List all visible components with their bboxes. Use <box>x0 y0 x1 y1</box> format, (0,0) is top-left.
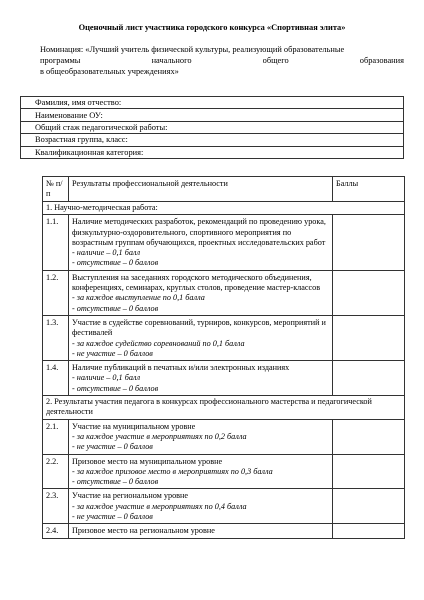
row-criteria <box>69 361 333 396</box>
scoring-note: - отсутствие – 0 баллов <box>72 383 159 393</box>
scoring-note: - за каждое участие в мероприятиях по 0,2 балла <box>72 431 247 441</box>
scoring-note: - отсутствие – 0 баллов <box>72 258 159 268</box>
header-score: Баллы <box>333 177 405 202</box>
row-number: 2.4. <box>43 524 69 538</box>
score-cell[interactable] <box>333 419 405 454</box>
section-row <box>43 202 405 215</box>
row-number: 1.2. <box>43 270 69 315</box>
table-row <box>43 489 405 524</box>
nomination-word: общего <box>262 56 289 65</box>
table-row <box>43 454 405 489</box>
table-row <box>43 361 405 396</box>
info-field-experience[interactable]: Общий стаж педагогической работы: <box>21 121 404 133</box>
nomination-line <box>40 66 404 77</box>
score-cell[interactable] <box>333 315 405 360</box>
table-row <box>43 315 405 360</box>
participant-info-table <box>20 96 404 159</box>
criteria-text: Призовое место на муниципальном уровне <box>72 456 223 466</box>
row-criteria <box>69 524 333 538</box>
scoring-note: - не участие – 0 баллов <box>72 512 153 522</box>
table-row <box>43 270 405 315</box>
evaluation-table <box>42 176 405 539</box>
nomination-block <box>40 44 404 77</box>
section-row <box>43 396 405 420</box>
nomination-word: начального <box>151 56 192 65</box>
table-row <box>43 419 405 454</box>
header-results: Результаты профессиональной деятельности <box>69 177 333 202</box>
row-criteria <box>69 419 333 454</box>
row-number: 2.2. <box>43 454 69 489</box>
info-field-category[interactable]: Квалификационная категория: <box>21 146 404 158</box>
score-cell[interactable] <box>333 270 405 315</box>
scoring-note: - не участие – 0 баллов <box>72 348 153 358</box>
section-title: 1. Научно-методическая работа: <box>43 202 405 215</box>
info-field-fio[interactable]: Фамилия, имя отчество: <box>21 97 404 109</box>
row-criteria <box>69 489 333 524</box>
criteria-text: Наличие публикаций в печатных и/или электронных изданиях <box>72 363 290 373</box>
row-number: 1.1. <box>43 215 69 270</box>
row-number: 2.1. <box>43 419 69 454</box>
criteria-text: Участие на муниципальном уровне <box>72 421 196 431</box>
criteria-text: Наличие методических разработок, рекомендаций по проведению урока, физкультурно-оздоровительного, спортивного мероприятия по возрастным группам обучающихся, проектных исследовательских работ <box>72 217 326 247</box>
document-title: Оценочный лист участника городского конкурса «Спортивная элита» <box>78 23 346 32</box>
scoring-note: - за каждое выступление по 0,1 балла <box>72 293 205 303</box>
row-criteria <box>69 315 333 360</box>
row-number: 1.3. <box>43 315 69 360</box>
row-criteria <box>69 215 333 270</box>
score-cell[interactable] <box>333 454 405 489</box>
criteria-text: Участие на региональном уровне <box>72 491 189 501</box>
nomination-word: образования <box>359 56 404 65</box>
criteria-text: Участие в судействе соревнований, турниров, конкурсов, мероприятий и фестивалей <box>72 317 326 338</box>
scoring-note: - наличие – 0,1 балл <box>72 248 141 258</box>
scoring-note: - за каждое участие в мероприятиях по 0,4 балла <box>72 501 247 511</box>
row-number: 2.3. <box>43 489 69 524</box>
score-cell[interactable] <box>333 215 405 270</box>
scoring-note: - не участие – 0 баллов <box>72 442 153 452</box>
row-criteria <box>69 270 333 315</box>
table-header-row <box>43 177 405 202</box>
score-cell[interactable] <box>333 489 405 524</box>
scoring-note: - отсутствие – 0 баллов <box>72 303 159 313</box>
nomination-word: программы <box>40 56 81 65</box>
row-criteria <box>69 454 333 489</box>
scoring-note: - за каждое призовое место в мероприятиях по 0,3 балла <box>72 466 273 476</box>
info-field-school[interactable]: Наименование ОУ: <box>21 109 404 121</box>
nomination-line <box>40 55 404 66</box>
table-row <box>43 215 405 270</box>
info-field-age-group[interactable]: Возрастная группа, класс: <box>21 134 404 146</box>
row-number: 1.4. <box>43 361 69 396</box>
score-cell[interactable] <box>333 524 405 538</box>
criteria-text: Выступления на заседаниях городского методического объединения, конференциях, семинарах, круглых столов, проведение мастер-классов <box>72 272 321 293</box>
section-title: 2. Результаты участия педагога в конкурсах профессионального мастерства и педагогической деятельности <box>43 396 405 420</box>
score-cell[interactable] <box>333 361 405 396</box>
header-num: № п/п <box>43 177 69 202</box>
nomination-text: в общеобразовательных учреждениях» <box>40 67 179 76</box>
scoring-note: - отсутствие – 0 баллов <box>72 477 159 487</box>
nomination-line <box>40 44 404 55</box>
nomination-text: Номинация: «Лучший учитель физической культуры, реализующий образовательные <box>40 45 345 54</box>
table-row <box>43 524 405 538</box>
scoring-note: - за каждое судейство соревнований по 0,1 балла <box>72 338 245 348</box>
criteria-text: Призовое место на региональном уровне <box>72 526 215 536</box>
scoring-note: - наличие – 0,1 балл <box>72 373 141 383</box>
